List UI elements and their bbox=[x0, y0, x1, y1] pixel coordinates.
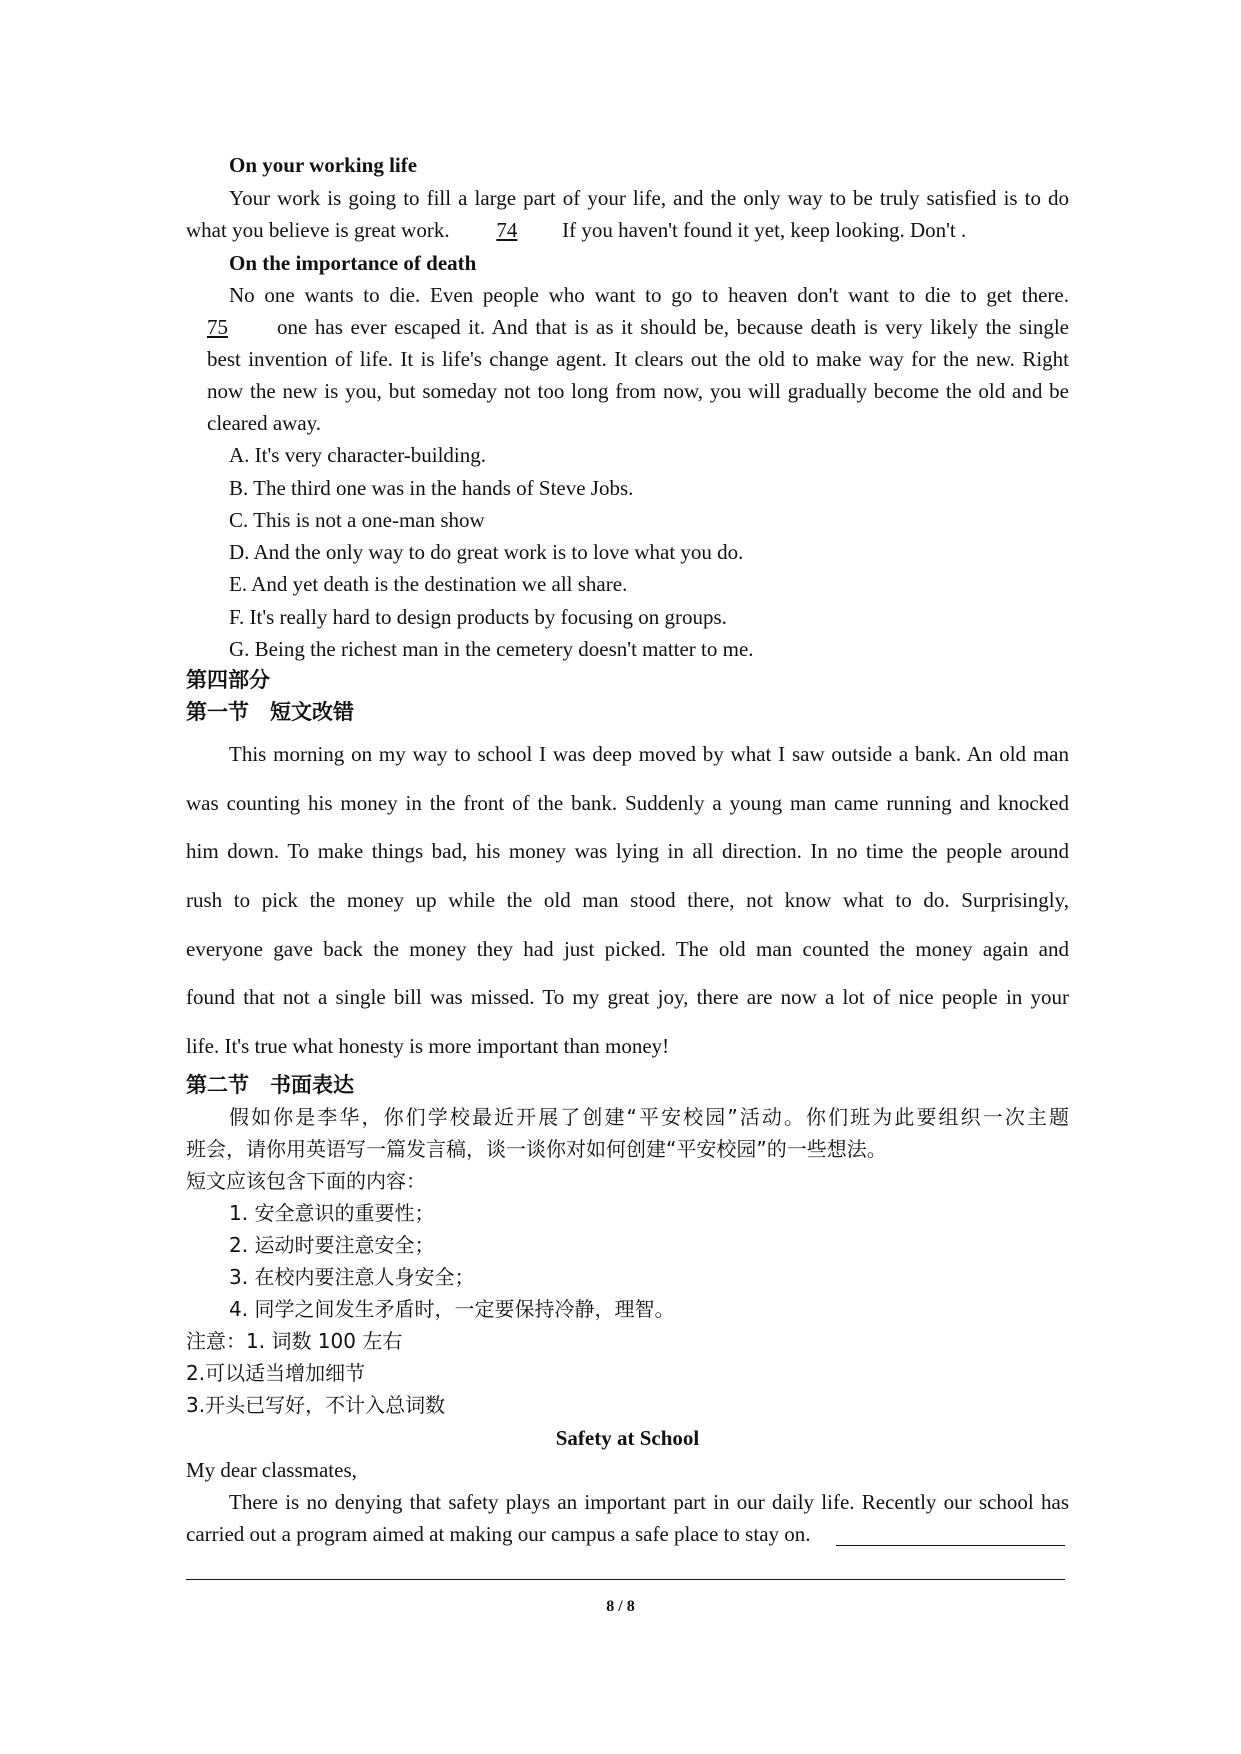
correction-line: him down. To make things bad, his money was lying in all direction. In no time the people around bbox=[186, 839, 1069, 863]
correction-line: life. It's true what honesty is more important than money! bbox=[186, 1034, 670, 1058]
essay-title: Safety at School bbox=[555, 1426, 700, 1450]
content-item: 3. 在校内要注意人身安全； bbox=[229, 1265, 475, 1289]
section-title-writing: 第二节 书面表达 bbox=[186, 1073, 354, 1097]
answer-blank-line bbox=[836, 1545, 1065, 1546]
heading-working-life: On your working life bbox=[229, 153, 418, 177]
heading-importance-of-death: On the importance of death bbox=[229, 251, 477, 275]
paragraph-line: best invention of life. It is life's change agent. It clears out the old to make way for the new. Right bbox=[207, 347, 1069, 371]
option-e: E. And yet death is the destination we all share. bbox=[229, 572, 628, 596]
paragraph-text: If you haven't found it yet, keep looking. Don't . bbox=[562, 218, 967, 242]
correction-line: everyone gave back the money they had just picked. The old man counted the money again and bbox=[186, 937, 1069, 961]
blank-74: 74 bbox=[496, 218, 518, 242]
option-a: A. It's very character-building. bbox=[229, 443, 487, 467]
correction-line: was counting his money in the front of the bank. Suddenly a young man came running and knocked bbox=[186, 791, 1069, 815]
paragraph-line: cleared away. bbox=[207, 411, 322, 435]
option-g: G. Being the richest man in the cemetery doesn't matter to me. bbox=[229, 637, 754, 661]
note-item: 2.可以适当增加细节 bbox=[186, 1361, 366, 1385]
content-item: 4. 同学之间发生矛盾时，一定要保持冷静，理智。 bbox=[229, 1297, 675, 1321]
paragraph-line: Your work is going to fill a large part of your life, and the only way to be truly satisfied is to do bbox=[229, 186, 1069, 210]
note-item: 注意：1. 词数 100 左右 bbox=[186, 1329, 403, 1353]
paragraph-line-with-blank-74 bbox=[186, 216, 966, 244]
essay-greeting: My dear classmates, bbox=[186, 1458, 357, 1482]
content-item: 1. 安全意识的重要性； bbox=[229, 1201, 435, 1225]
note-item: 3.开头已写好，不计入总词数 bbox=[186, 1393, 446, 1417]
paragraph-text: what you believe is great work. bbox=[186, 218, 450, 242]
answer-blank-line bbox=[186, 1579, 1065, 1580]
content-intro: 短文应该包含下面的内容： bbox=[186, 1169, 426, 1193]
essay-line: carried out a program aimed at making our campus a safe place to stay on. bbox=[186, 1522, 811, 1546]
writing-prompt-line: 班会，请你用英语写一篇发言稿，谈一谈你对如何创建“平安校园”的一些想法。 bbox=[186, 1137, 887, 1161]
correction-line: found that not a single bill was missed. To my great joy, there are now a lot of nice people in your bbox=[186, 985, 1069, 1009]
correction-line: This morning on my way to school I was deep moved by what I saw outside a bank. An old man bbox=[229, 742, 1069, 766]
paragraph-text: one has ever escaped it. And that is as it should be, because death is very likely the single bbox=[277, 315, 1069, 339]
essay-line: There is no denying that safety plays an important part in our daily life. Recently our school has bbox=[229, 1490, 1069, 1514]
writing-prompt-line: 假如你是李华，你们学校最近开展了创建“平安校园”活动。你们班为此要组织一次主题 bbox=[229, 1105, 1069, 1129]
option-f: F. It's really hard to design products by focusing on groups. bbox=[229, 605, 727, 629]
paragraph-line: No one wants to die. Even people who want to go to heaven don't want to die to get there. bbox=[229, 283, 1069, 307]
section-title-error-correction: 第一节 短文改错 bbox=[186, 700, 354, 724]
correction-line: rush to pick the money up while the old man stood there, not know what to do. Surprisingly, bbox=[186, 888, 1069, 912]
blank-75: 75 bbox=[207, 315, 228, 339]
option-b: B. The third one was in the hands of Steve Jobs. bbox=[229, 476, 634, 500]
content-item: 2. 运动时要注意安全； bbox=[229, 1233, 435, 1257]
option-d: D. And the only way to do great work is to love what you do. bbox=[229, 540, 744, 564]
page-number: 8 / 8 bbox=[606, 1598, 635, 1615]
option-c: C. This is not a one-man show bbox=[229, 508, 485, 532]
paragraph-line-with-blank-75 bbox=[207, 313, 1069, 341]
paragraph-line: now the new is you, but someday not too long from now, you will gradually become the old and be bbox=[207, 379, 1069, 403]
part-title: 第四部分 bbox=[186, 668, 270, 692]
